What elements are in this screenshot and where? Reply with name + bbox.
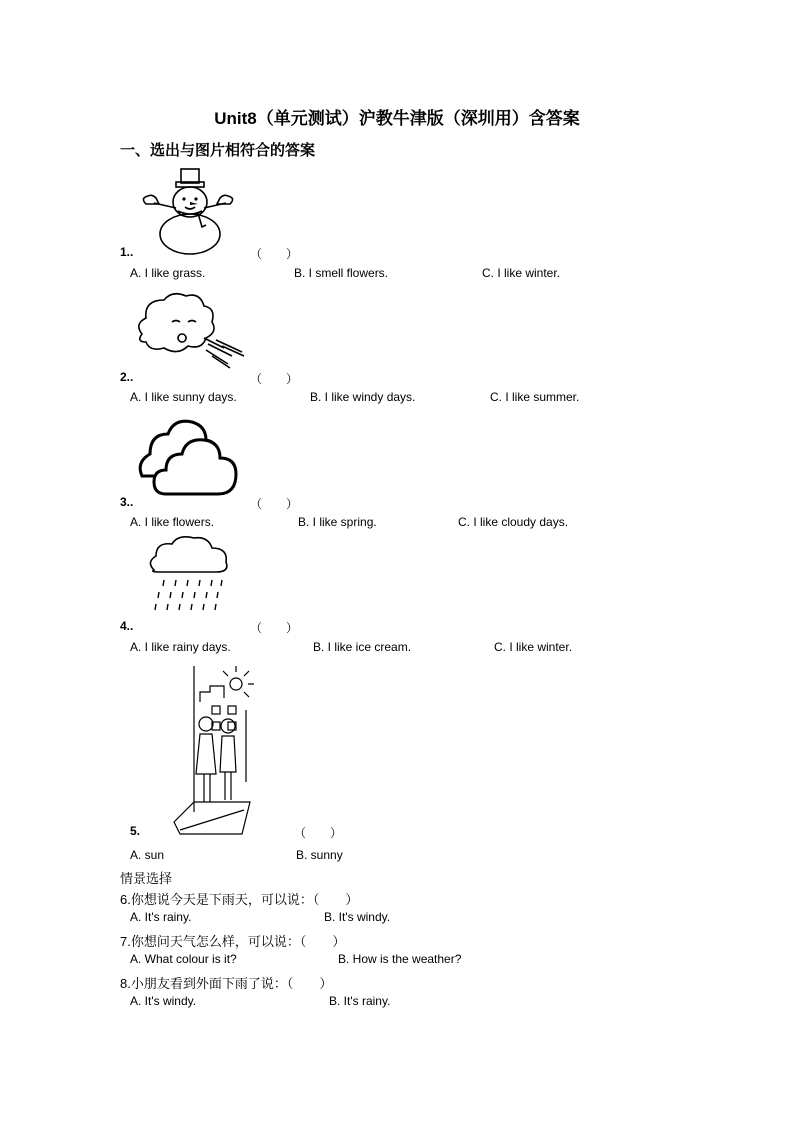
option-a: A. It's rainy. [130,910,192,924]
scenario-prompt: 7.你想问天气怎么样，可以说：（ ） [120,934,346,949]
option-b: B. It's rainy. [329,994,391,1008]
option-c: C. I like winter. [482,266,561,280]
option-a: A. I like flowers. [130,515,215,529]
answer-blank: （ ） [294,826,343,840]
cloud-icon [136,414,244,500]
option-b: B. sunny [296,848,343,862]
scenario-prompt: 8.小朋友看到外面下雨了说：（ ） [120,976,333,991]
section-heading-2: 情景选择 [120,871,173,886]
option-c: C. I like summer. [490,390,580,404]
question-number: 3.. [120,495,134,509]
page-title: Unit8（单元测试）沪教牛津版（深圳用）含答案 [214,109,580,128]
question-number: 4.. [120,619,134,633]
question-number: 1.. [120,245,134,259]
question-number: 5. [130,824,141,838]
option-a: A. I like grass. [130,266,206,280]
option-b: B. I like windy days. [310,390,416,404]
option-a: A. What colour is it? [130,952,237,966]
option-c: C. I like winter. [494,640,573,654]
snowman-icon [136,166,238,256]
option-b: B. How is the weather? [338,952,462,966]
section-heading-1: 一、选出与图片相符合的答案 [120,142,316,159]
sunny-street-icon [170,662,254,838]
answer-blank: （ ） [250,247,299,261]
option-a: A. I like sunny days. [130,390,237,404]
answer-blank: （ ） [250,497,299,511]
option-c: C. I like cloudy days. [458,515,569,529]
option-a: A. sun [130,848,165,862]
rain-icon [146,536,236,618]
scenario-prompt: 6.你想说今天是下雨天，可以说：（ ） [120,892,359,907]
option-b: B. It's windy. [324,910,391,924]
answer-blank: （ ） [250,372,299,386]
option-a: A. I like rainy days. [130,640,231,654]
option-b: B. I like spring. [298,515,377,529]
question-number: 2.. [120,370,134,384]
answer-blank: （ ） [250,621,299,635]
option-b: B. I like ice cream. [313,640,412,654]
wind-icon [132,290,246,374]
option-b: B. I smell flowers. [294,266,389,280]
option-a: A. It's windy. [130,994,197,1008]
